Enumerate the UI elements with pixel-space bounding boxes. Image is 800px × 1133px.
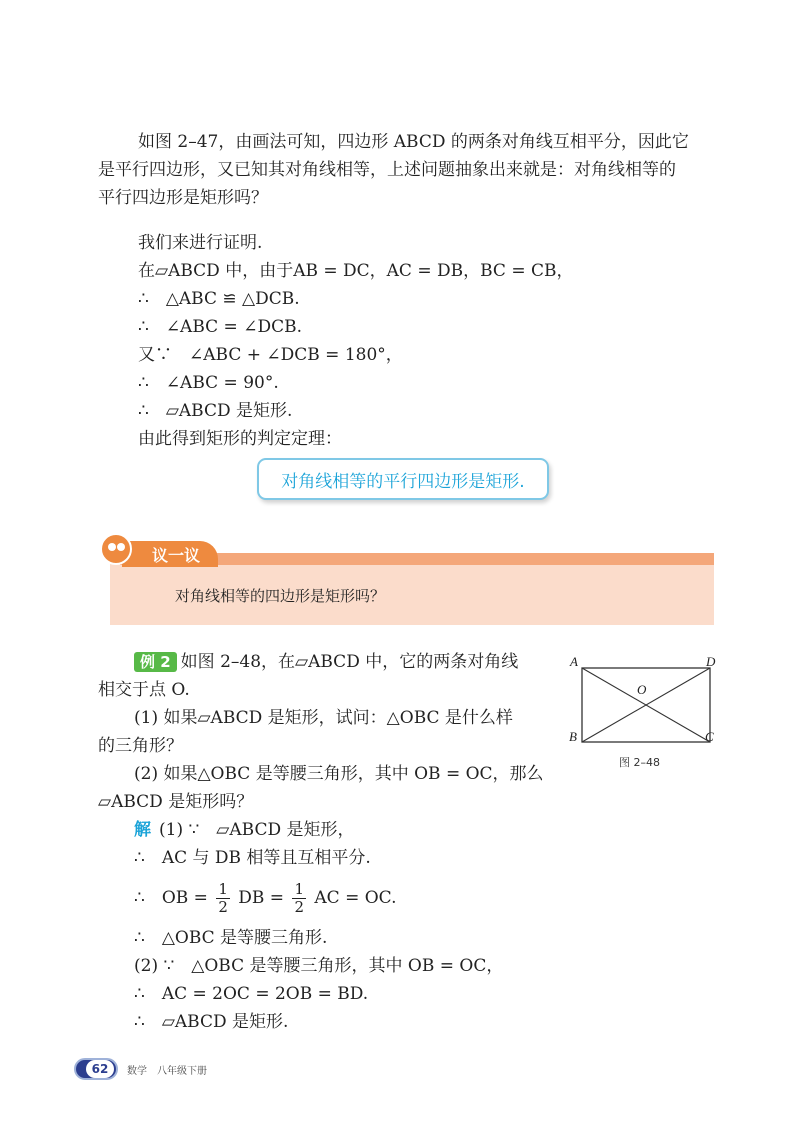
solution-text-1: (1) ∵ ▱ABCD 是矩形，	[159, 820, 355, 840]
frac-den-1: 2	[218, 898, 228, 916]
intro-line-2: 是平行四边形，又已知其对角线相等，上述问题抽象出来就是：对角线相等的	[98, 160, 676, 180]
proof-line-6: ∴ ∠ABC = 90°.	[138, 373, 279, 393]
label-a: A	[570, 654, 578, 669]
proof-line-3: ∴ △ABC ≌ △DCB.	[138, 289, 300, 309]
proof-line-2: 在▱ABCD 中，由于AB = DC，AC = DB，BC = CB，	[138, 261, 574, 281]
example-badge: 例 2	[134, 652, 177, 672]
theorem-text: 对角线相等的平行四边形是矩形.	[281, 471, 525, 492]
proof-line-5: 又∵ ∠ABC + ∠DCB = 180°，	[138, 345, 403, 365]
people-icon	[100, 533, 132, 565]
solution-s3-suffix: AC = OC.	[314, 888, 397, 908]
solution-line-3	[134, 878, 396, 918]
solution-s3-mid: DB =	[238, 888, 285, 908]
page-number: 62	[86, 1060, 114, 1078]
example-line-1	[134, 650, 518, 674]
solution-s3-prefix: ∴ OB =	[134, 888, 208, 908]
label-c: C	[705, 729, 714, 744]
proof-line-7: ∴ ▱ABCD 是矩形.	[138, 401, 293, 421]
theorem-box	[257, 458, 549, 500]
frac-den-2: 2	[294, 898, 304, 916]
example-q2a: (2) 如果△OBC 是等腰三角形，其中 OB = OC，那么	[134, 764, 544, 784]
footer-book-title: 数学 八年级下册	[127, 1066, 207, 1077]
frac-num-1: 1	[218, 880, 228, 898]
solution-line-2: ∴ AC 与 DB 相等且互相平分.	[134, 848, 371, 868]
example-line-2: 相交于点 O.	[98, 680, 190, 700]
label-d: D	[706, 654, 716, 669]
solution-line-1	[134, 818, 355, 842]
intro-line-1: 如图 2–47，由画法可知，四边形 ABCD 的两条对角线互相平分，因此它	[138, 132, 689, 152]
intro-line-3: 平行四边形是矩形吗？	[98, 188, 268, 208]
example-q1b: 的三角形？	[98, 736, 183, 756]
rectangle-figure	[566, 652, 726, 752]
label-o: O	[637, 682, 647, 697]
solution-line-6: ∴ AC = 2OC = 2OB = BD.	[134, 984, 369, 1004]
proof-line-8: 由此得到矩形的判定定理：	[138, 429, 342, 449]
example-q2b: ▱ABCD 是矩形吗？	[98, 792, 254, 812]
solution-line-5: (2) ∵ △OBC 是等腰三角形，其中 OB = OC，	[134, 956, 504, 976]
figure-caption: 图 2–48	[619, 756, 660, 769]
example-text-1: 如图 2–48，在▱ABCD 中，它的两条对角线	[180, 652, 519, 672]
example-q1a: (1) 如果▱ABCD 是矩形，试问：△OBC 是什么样	[134, 708, 513, 728]
solution-line-7: ∴ ▱ABCD 是矩形.	[134, 1012, 289, 1032]
fraction-half-2	[292, 881, 306, 916]
proof-line-1: 我们来进行证明.	[138, 233, 263, 253]
solution-label: 解	[134, 820, 151, 840]
discuss-question: 对角线相等的四边形是矩形吗？	[175, 587, 386, 605]
solution-line-4: ∴ △OBC 是等腰三角形.	[134, 928, 328, 948]
discuss-title: 议一议	[122, 541, 218, 567]
fraction-half-1	[216, 881, 230, 916]
frac-num-2: 1	[294, 880, 304, 898]
label-b: B	[569, 729, 577, 744]
proof-line-4: ∴ ∠ABC = ∠DCB.	[138, 317, 302, 337]
